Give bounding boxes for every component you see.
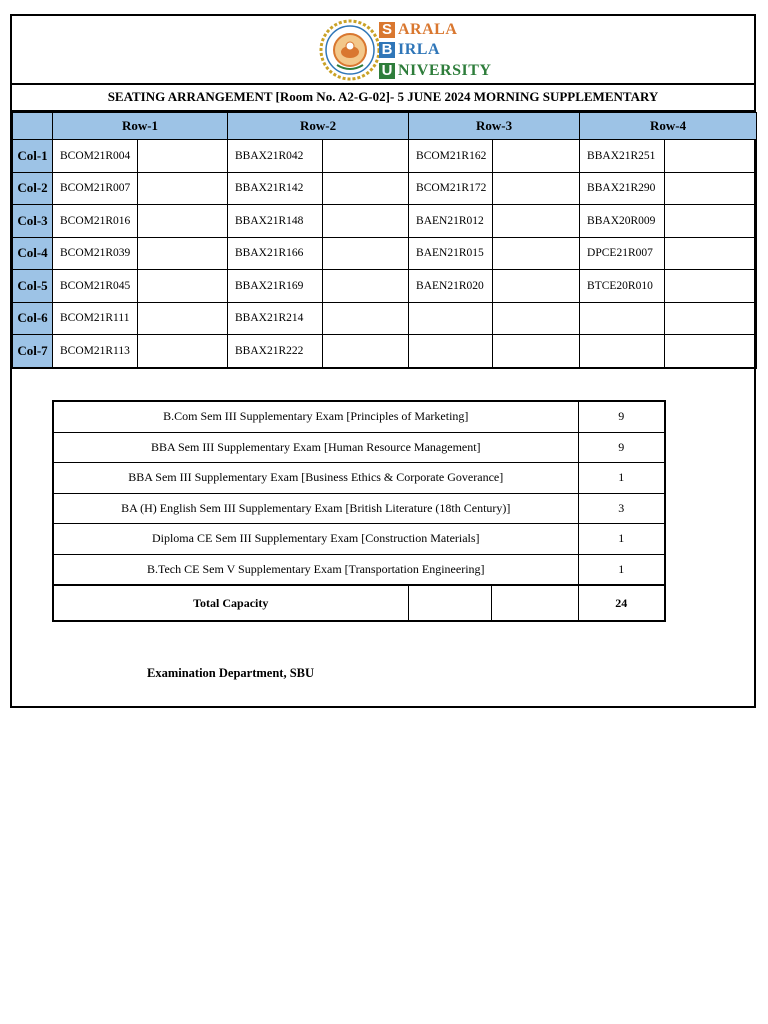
seating-sheet <box>10 14 756 708</box>
total-value: 24 <box>578 585 665 621</box>
seat-cell: BBAX21R290 <box>580 172 665 205</box>
seat-cell: BBAX21R251 <box>580 140 665 173</box>
seat-cell <box>138 172 228 205</box>
seat-cell <box>665 205 757 238</box>
col-header: Col-7 <box>13 335 53 368</box>
row-header: Row-4 <box>580 113 757 140</box>
corner-cell <box>13 113 53 140</box>
seat-cell: BBAX21R148 <box>228 205 323 238</box>
seat-cell <box>323 237 409 270</box>
exam-count: 9 <box>578 401 665 432</box>
seating-row <box>13 302 757 335</box>
seat-cell: BCOM21R004 <box>53 140 138 173</box>
page-title: SEATING ARRANGEMENT [Room No. A2-G-02]- 5 JUNE 2024 MORNING SUPPLEMENTARY <box>12 83 754 112</box>
seat-cell: BCOM21R162 <box>409 140 493 173</box>
seat-cell: BAEN21R015 <box>409 237 493 270</box>
seat-cell <box>323 335 409 368</box>
seat-cell <box>138 270 228 303</box>
exam-count: 3 <box>578 493 665 524</box>
exam-count: 1 <box>578 524 665 555</box>
seat-cell <box>138 237 228 270</box>
col-header: Col-3 <box>13 205 53 238</box>
seat-cell <box>323 205 409 238</box>
seating-header-row <box>13 113 757 140</box>
seat-cell <box>493 172 580 205</box>
row-header: Row-3 <box>409 113 580 140</box>
exam-name: B.Tech CE Sem V Supplementary Exam [Transportation Engineering] <box>53 554 578 585</box>
seat-cell <box>409 302 493 335</box>
exam-name: BBA Sem III Supplementary Exam [Business Ethics & Corporate Goverance] <box>53 463 578 494</box>
brand-word-niversity: NIVERSITY <box>398 62 492 79</box>
seat-cell: DPCE21R007 <box>580 237 665 270</box>
exam-name: BA (H) English Sem III Supplementary Exam [British Literature (18th Century)] <box>53 493 578 524</box>
seat-cell <box>493 140 580 173</box>
seat-cell: BCOM21R113 <box>53 335 138 368</box>
exam-name: Diploma CE Sem III Supplementary Exam [Construction Materials] <box>53 524 578 555</box>
seat-cell <box>580 335 665 368</box>
seat-cell <box>493 302 580 335</box>
seat-cell: BCOM21R111 <box>53 302 138 335</box>
seat-cell: BCOM21R007 <box>53 172 138 205</box>
total-blank-cell <box>408 585 491 621</box>
seating-row <box>13 237 757 270</box>
university-seal-icon <box>319 19 381 81</box>
seat-cell: BAEN21R012 <box>409 205 493 238</box>
total-blank-cell <box>491 585 578 621</box>
col-header: Col-4 <box>13 237 53 270</box>
seat-cell <box>665 302 757 335</box>
seat-cell <box>665 140 757 173</box>
seat-cell: BTCE20R010 <box>580 270 665 303</box>
seat-cell <box>665 270 757 303</box>
exam-summary-table <box>52 400 666 622</box>
seating-table <box>12 112 757 369</box>
seat-cell <box>138 335 228 368</box>
seat-cell <box>409 335 493 368</box>
seat-cell: BAEN21R020 <box>409 270 493 303</box>
seat-cell <box>138 302 228 335</box>
seating-row <box>13 335 757 368</box>
seating-row <box>13 172 757 205</box>
seat-cell <box>323 302 409 335</box>
seat-cell: BBAX21R142 <box>228 172 323 205</box>
row-header: Row-2 <box>228 113 409 140</box>
col-header: Col-6 <box>13 302 53 335</box>
seat-cell: BBAX21R222 <box>228 335 323 368</box>
row-header: Row-1 <box>53 113 228 140</box>
brand-letter-s: S <box>379 22 395 38</box>
exam-count: 1 <box>578 463 665 494</box>
seat-cell <box>323 140 409 173</box>
seat-cell <box>665 335 757 368</box>
seat-cell <box>323 270 409 303</box>
seat-cell <box>580 302 665 335</box>
seat-cell <box>665 237 757 270</box>
seat-cell: BBAX21R166 <box>228 237 323 270</box>
exam-row <box>53 524 665 555</box>
seat-cell: BCOM21R045 <box>53 270 138 303</box>
brand-letter-u: U <box>379 63 395 79</box>
exam-summary-body <box>53 401 665 585</box>
footer-department: Examination Department, SBU <box>147 666 315 680</box>
seat-cell: BCOM21R016 <box>53 205 138 238</box>
seat-cell: BBAX21R169 <box>228 270 323 303</box>
logo-header <box>12 16 754 85</box>
exam-count: 1 <box>578 554 665 585</box>
seat-cell <box>138 140 228 173</box>
seat-cell <box>493 270 580 303</box>
seating-body <box>13 140 757 368</box>
seat-cell <box>323 172 409 205</box>
exam-row <box>53 493 665 524</box>
seat-cell <box>493 335 580 368</box>
seat-cell <box>665 172 757 205</box>
exam-row <box>53 401 665 432</box>
col-header: Col-5 <box>13 270 53 303</box>
exam-name: BBA Sem III Supplementary Exam [Human Resource Management] <box>53 432 578 463</box>
seat-cell: BCOM21R172 <box>409 172 493 205</box>
brand-word-arala: ARALA <box>398 21 458 38</box>
brand-word-irla: IRLA <box>398 41 441 58</box>
seat-cell <box>138 205 228 238</box>
seat-cell <box>493 237 580 270</box>
exam-count: 9 <box>578 432 665 463</box>
seating-row <box>13 205 757 238</box>
col-header: Col-2 <box>13 172 53 205</box>
exam-row <box>53 463 665 494</box>
seat-cell <box>493 205 580 238</box>
seat-cell: BBAX20R009 <box>580 205 665 238</box>
seat-cell: BCOM21R039 <box>53 237 138 270</box>
exam-row <box>53 432 665 463</box>
seat-cell: BBAX21R214 <box>228 302 323 335</box>
total-row <box>53 585 665 621</box>
brand-letter-b: B <box>379 42 395 58</box>
exam-row <box>53 554 665 585</box>
seat-cell: BBAX21R042 <box>228 140 323 173</box>
col-header: Col-1 <box>13 140 53 173</box>
seating-row <box>13 270 757 303</box>
exam-name: B.Com Sem III Supplementary Exam [Principles of Marketing] <box>53 401 578 432</box>
total-label: Total Capacity <box>53 585 408 621</box>
seating-row <box>13 140 757 173</box>
